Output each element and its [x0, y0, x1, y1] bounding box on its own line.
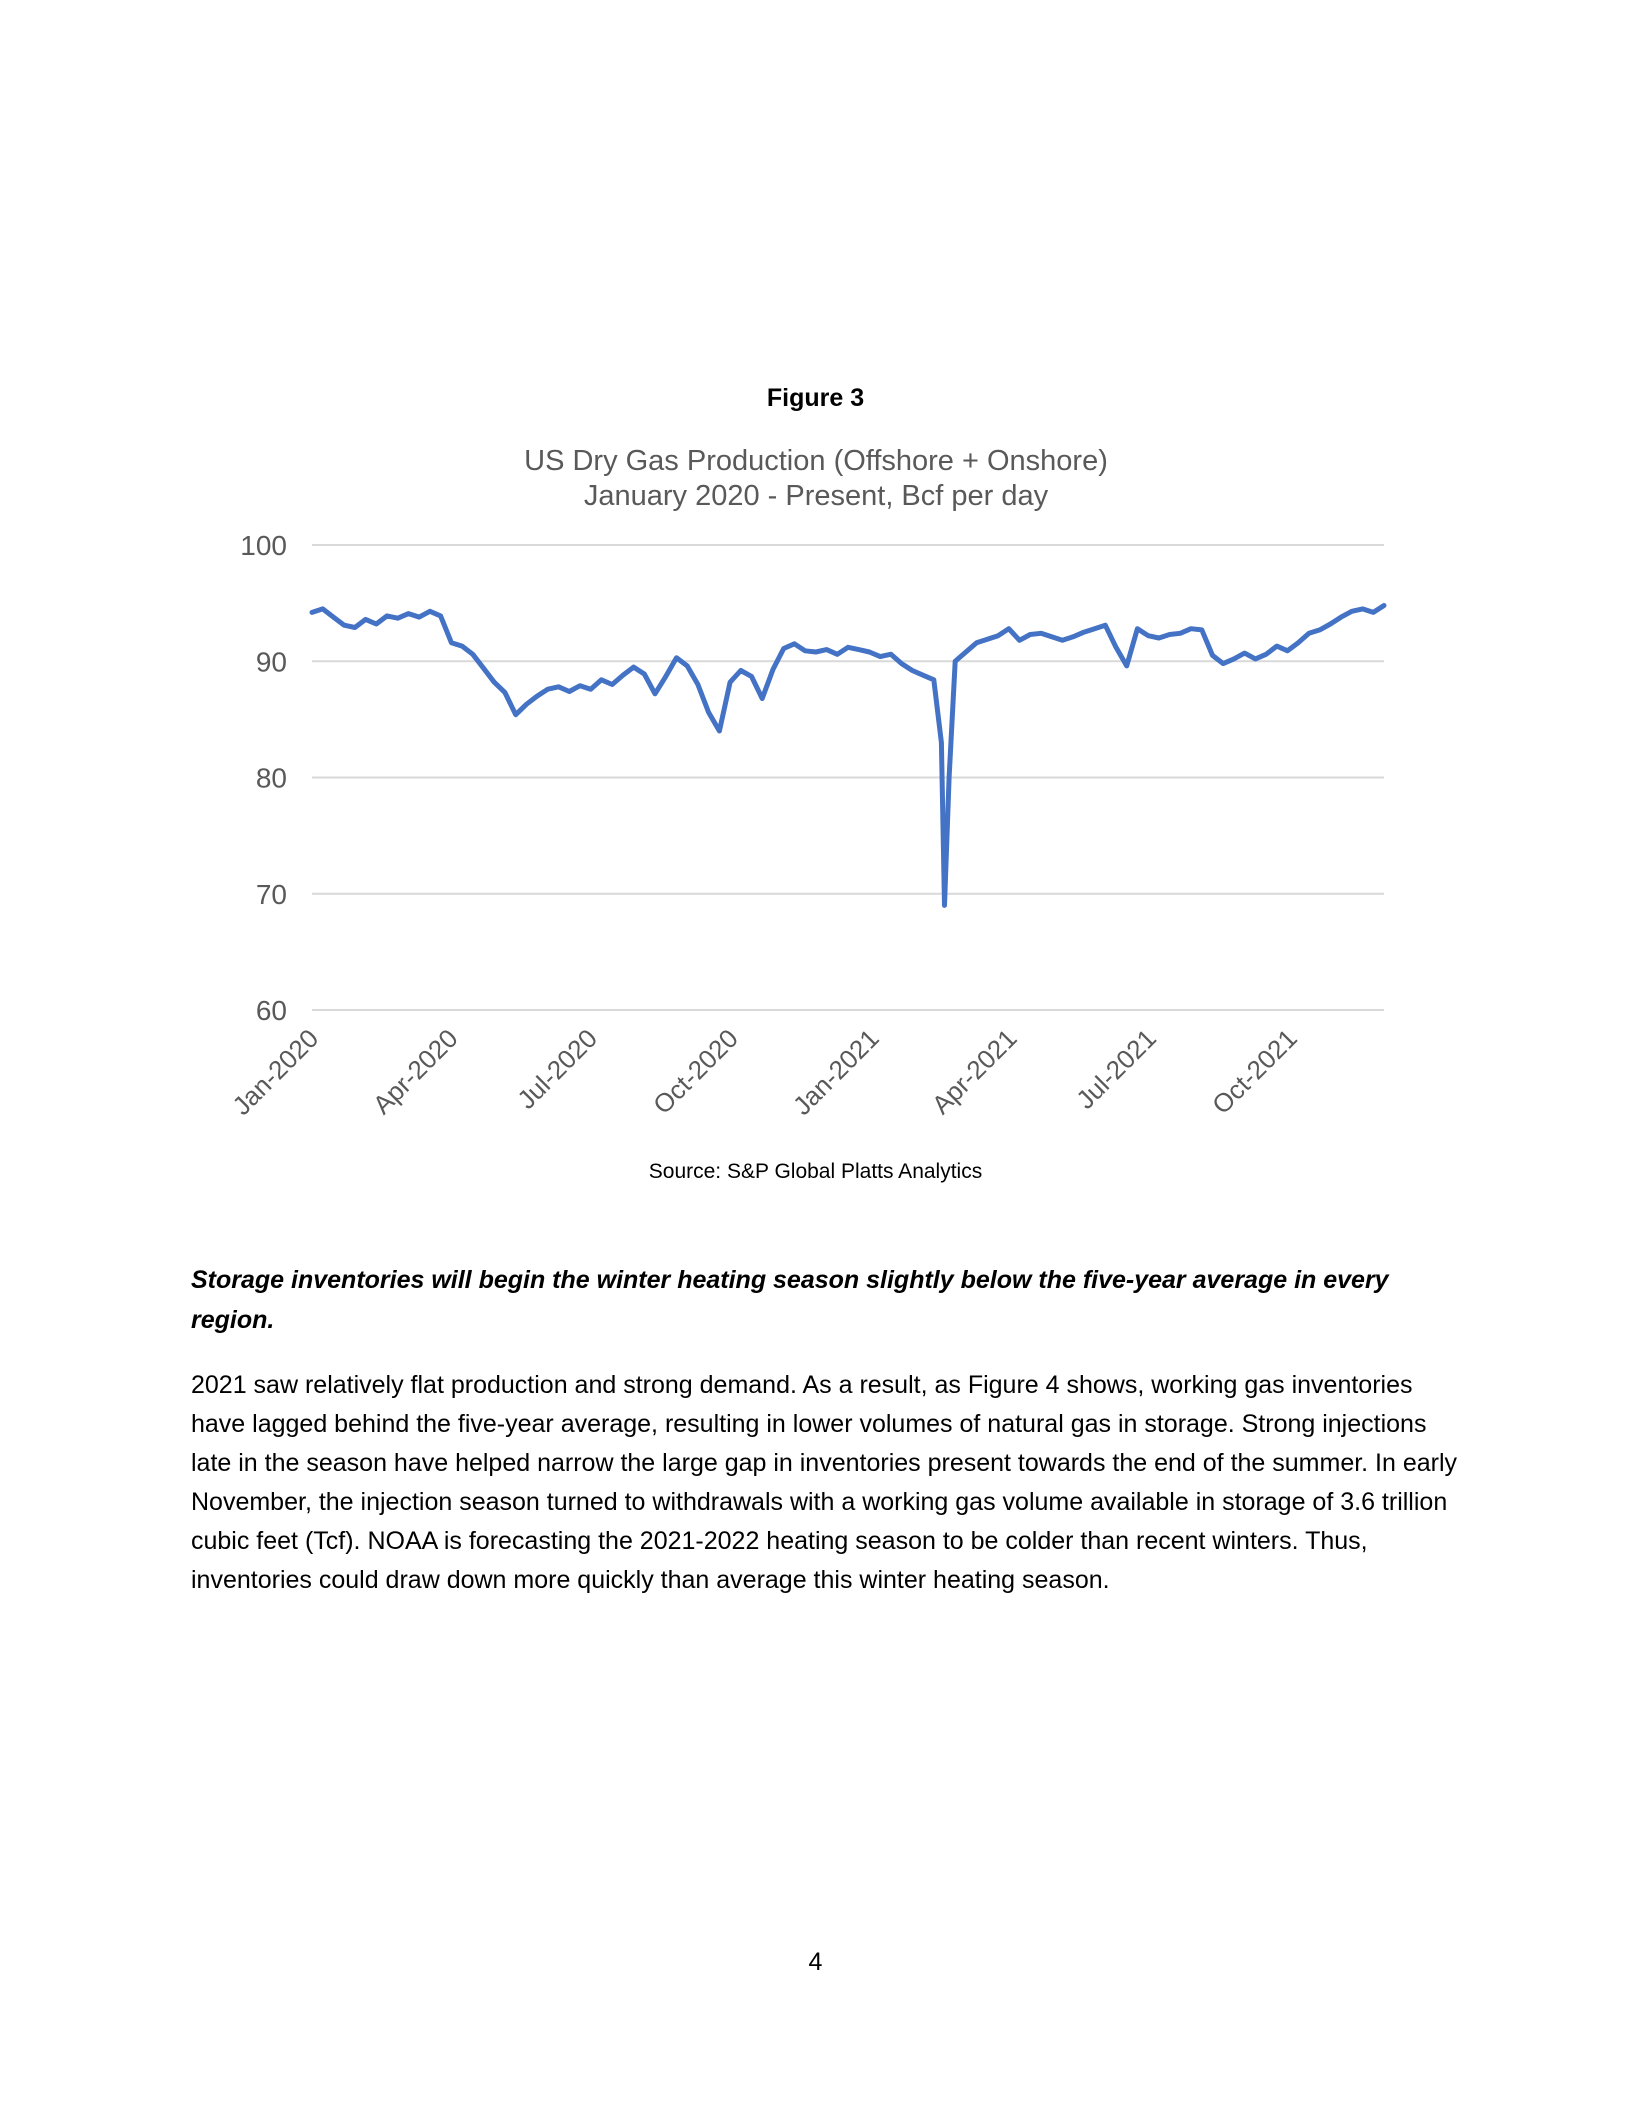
x-tick-label: Apr-2021 — [925, 1023, 1023, 1120]
y-tick-label: 90 — [255, 646, 287, 678]
body-paragraph: 2021 saw relatively flat production and strong demand. As a result, as Figure 4 shows, working gas inventories have lagged behind the five-year average, resulting in lower volumes of natural gas in storage. Strong injections late in the season have helped narrow the large gap in inventories present towards the end of the summer. In early November, the injection season turned to withdrawals with a working gas volume available in storage of 3.6 trillion cubic feet (Tcf). NOAA is forecasting the 2021-2022 heating season to be colder than recent winters. Thus, inventories could draw down more quickly than average this winter heating season. — [191, 1371, 1458, 1594]
plot-area — [312, 606, 1384, 906]
y-axis-ticks — [240, 530, 287, 1026]
section-heading: Storage inventories will begin the winter heating season slightly below the five-year average in every region. — [191, 1266, 1389, 1334]
y-tick-label: 70 — [255, 878, 287, 910]
y-tick-label: 60 — [255, 995, 287, 1026]
gridlines — [312, 545, 1384, 1010]
figure-label: Figure 3 — [766, 384, 865, 412]
x-tick-label: Jan-2021 — [786, 1023, 885, 1121]
x-tick-label: Jul-2021 — [1070, 1023, 1162, 1115]
chart-subtitle: January 2020 - Present, Bcf per day — [583, 480, 1049, 512]
y-tick-label: 80 — [255, 762, 287, 794]
x-axis-ticks — [226, 1023, 1302, 1121]
x-tick-label: Jul-2020 — [511, 1023, 603, 1115]
x-tick-label: Jan-2020 — [226, 1023, 325, 1121]
y-tick-label: 100 — [240, 530, 287, 561]
x-tick-label: Oct-2020 — [647, 1023, 744, 1120]
x-tick-label: Apr-2020 — [366, 1023, 464, 1120]
page-number: 4 — [808, 1948, 823, 1976]
x-tick-label: Oct-2021 — [1205, 1023, 1303, 1120]
chart-title: US Dry Gas Production (Offshore + Onshore) — [524, 445, 1108, 477]
chart-source: Source: S&P Global Platts Analytics — [648, 1160, 983, 1183]
series-line — [312, 606, 1384, 906]
